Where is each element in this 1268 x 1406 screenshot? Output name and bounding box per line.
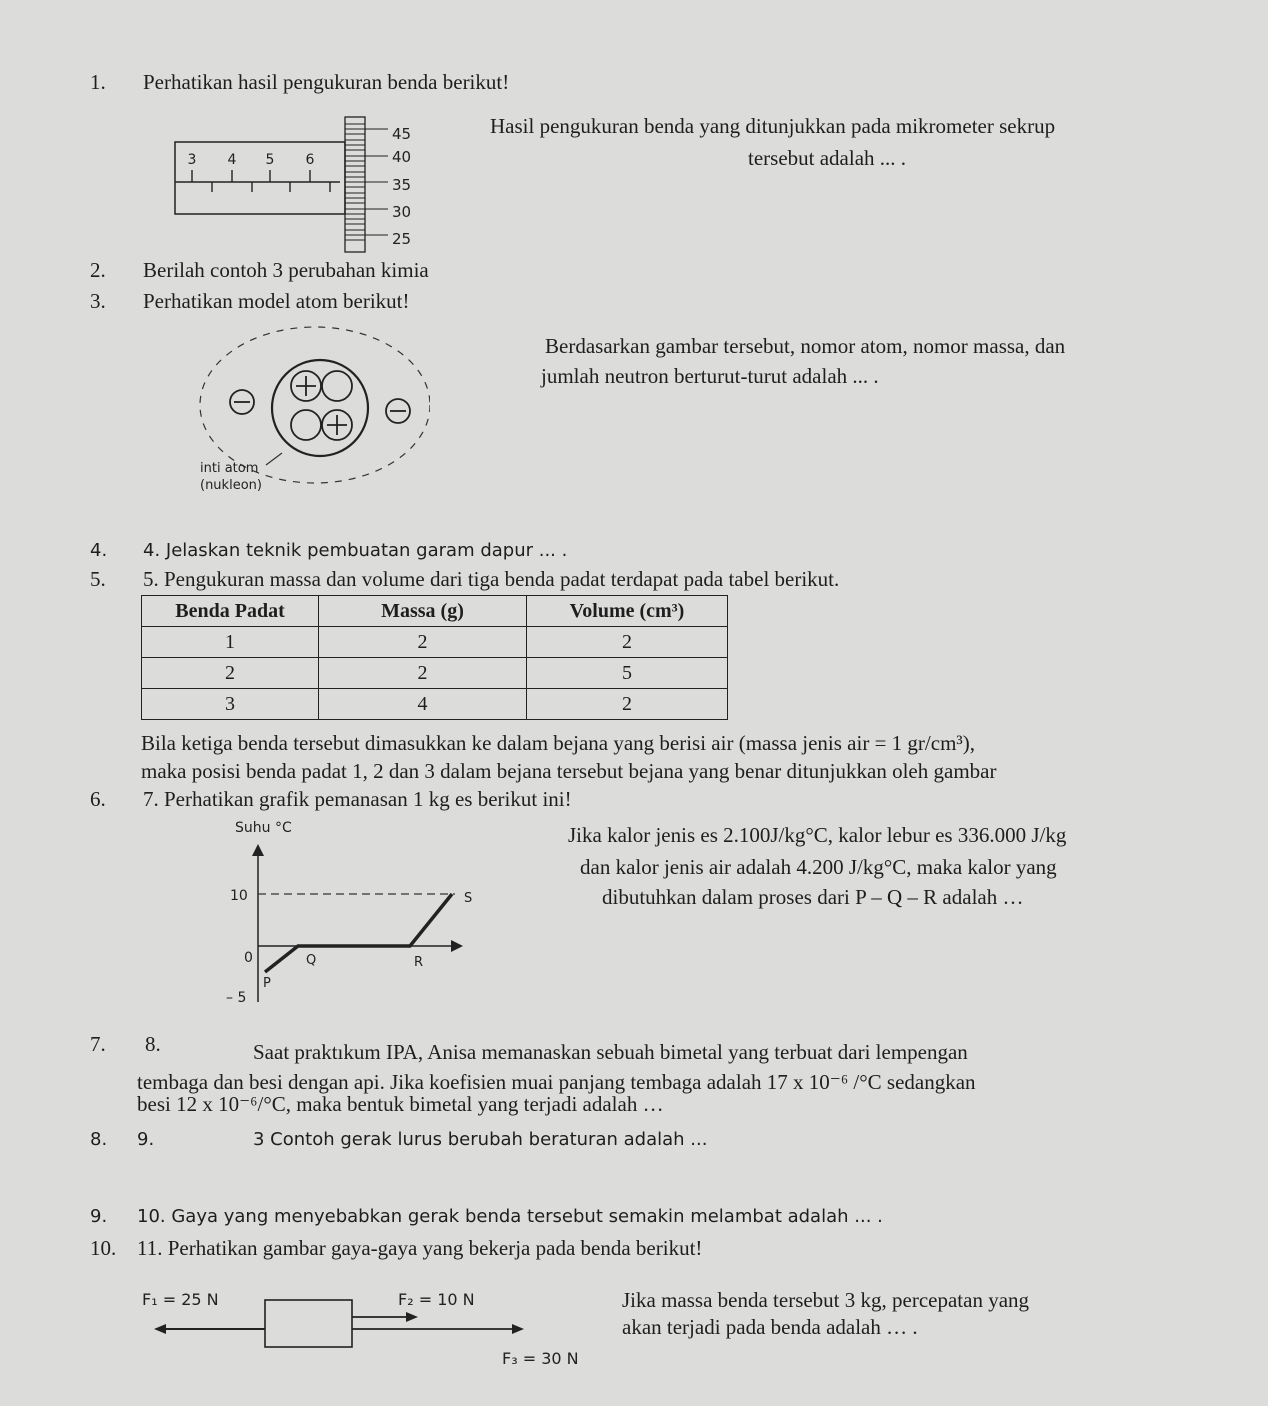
graph-ylabel: Suhu °C: [235, 820, 292, 836]
q4-number: 4.: [90, 540, 108, 561]
table-cell: 4: [319, 689, 527, 720]
q2-text: Berilah contoh 3 perubahan kimia: [143, 258, 429, 282]
q7-number: 7.: [90, 1032, 106, 1056]
electron-icon: [230, 390, 254, 414]
q6-title: 7. Perhatikan grafik pemanasan 1 kg es berikut ini!: [143, 787, 572, 811]
q9-text: 10. Gaya yang menyebabkan gerak benda tersebut semakin melambat adalah ... .: [137, 1206, 883, 1227]
sleeve-number-6: 6: [305, 152, 315, 168]
thimble-number-35: 35: [392, 176, 412, 194]
y-tick-10: 10: [230, 888, 248, 904]
table-cell: 2: [527, 689, 728, 720]
q3-text-line1: Berdasarkan gambar tersebut, nomor atom, nomor massa, dan: [545, 334, 1066, 358]
q5-number: 5.: [90, 567, 106, 591]
y-tick-0: 0: [244, 950, 253, 966]
q10-text-line1: Jika massa benda tersebut 3 kg, percepatan yang: [622, 1288, 1030, 1312]
q3-number: 3.: [90, 289, 106, 313]
q10-number: 10.: [90, 1236, 117, 1260]
block-object: [265, 1300, 352, 1347]
q5-text-line1: Bila ketiga benda tersebut dimasukkan ke dalam bejana yang berisi air (massa jenis air = 1 gr/cm³),: [141, 731, 975, 755]
q1-text-line1: Hasil pengukuran benda yang ditunjukkan pada mikrometer sekrup: [490, 114, 1056, 138]
table-header: Benda Padat: [142, 596, 319, 627]
q3-title: Perhatikan model atom berikut!: [143, 289, 410, 313]
q7-text-line3: besi 12 x 10⁻⁶/°C, maka bentuk bimetal yang terjadi adalah …: [137, 1092, 664, 1116]
q7-text-line2: tembaga dan besi dengan api. Jika koefisien muai panjang tembaga adalah 17 x 10⁻⁶ /°C sedangkan: [137, 1070, 976, 1094]
q6-text-line2: dan kalor jenis air adalah 4.200 J/kg°C, maka kalor yang: [580, 855, 1057, 879]
force-label-f2: F₂ = 10 N: [398, 1290, 475, 1309]
thimble-number-45: 45: [392, 125, 412, 143]
force-label-f3: F₃ = 30 N: [502, 1349, 579, 1368]
point-label-s: S: [464, 891, 473, 906]
force-diagram: [140, 1280, 600, 1375]
q1-title: Perhatikan hasil pengukuran benda berikut!: [143, 70, 510, 94]
q1-number: 1.: [90, 70, 106, 94]
neutron-icon: [322, 371, 352, 401]
proton-icon: [322, 410, 352, 440]
point-label-p: P: [263, 976, 271, 991]
q9-number: 9.: [90, 1206, 108, 1227]
q10-title: 11. Perhatikan gambar gaya-gaya yang bekerja pada benda berikut!: [137, 1236, 703, 1260]
nucleus-label-line2: (nukleon): [200, 478, 262, 493]
q2-number: 2.: [90, 258, 106, 282]
q5-title: 5. Pengukuran massa dan volume dari tiga benda padat terdapat pada tabel berikut.: [143, 567, 840, 591]
table-header: Massa (g): [319, 596, 527, 627]
point-label-r: R: [414, 955, 424, 970]
table-cell: 2: [527, 627, 728, 658]
heating-curve: [265, 894, 452, 972]
neutron-icon: [291, 410, 321, 440]
thimble-number-25: 25: [392, 230, 412, 248]
nucleus-boundary: [272, 360, 368, 456]
micrometer-sleeve: [175, 142, 345, 214]
density-table: [141, 595, 728, 720]
thimble-number-40: 40: [392, 148, 412, 166]
table-header: Volume (cm³): [527, 596, 728, 627]
thimble-number-30: 30: [392, 203, 412, 221]
q8-text: 3 Contoh gerak lurus berubah beraturan adalah ...: [253, 1129, 708, 1150]
sleeve-number-3: 3: [187, 152, 197, 168]
table-cell: 3: [142, 689, 319, 720]
q10-text-line2: akan terjadi pada benda adalah … .: [622, 1315, 918, 1339]
table-cell: 2: [319, 627, 527, 658]
table-cell: 1: [142, 627, 319, 658]
electron-orbit: [200, 327, 430, 483]
q3-text-line2: jumlah neutron berturut-turut adalah ... .: [541, 364, 879, 388]
q5-text-line2: maka posisi benda padat 1, 2 dan 3 dalam bejana tersebut bejana yang benar ditunjukkan oleh gambar: [141, 759, 997, 783]
table-header-row: [142, 596, 728, 627]
proton-icon: [291, 371, 321, 401]
q8-sub-number: 9.: [137, 1129, 155, 1150]
table-row: [142, 627, 728, 658]
sleeve-number-5: 5: [265, 152, 275, 168]
q4-text: 4. Jelaskan teknik pembuatan garam dapur ... .: [143, 540, 568, 561]
q6-text-line3: dibutuhkan dalam proses dari P – Q – R adalah …: [602, 885, 1024, 909]
q1-text-line2: tersebut adalah ... .: [748, 146, 907, 170]
table-cell: 2: [319, 658, 527, 689]
table-row: [142, 658, 728, 689]
point-label-q: Q: [306, 953, 317, 968]
heating-graph: [220, 812, 480, 1017]
q7-text-line1: Saat praktıkum IPA, Anisa memanaskan sebuah bimetal yang terbuat dari lempengan: [253, 1040, 968, 1064]
q6-number: 6.: [90, 787, 106, 811]
q6-text-line1: Jika kalor jenis es 2.100J/kg°C, kalor lebur es 336.000 J/kg: [568, 823, 1067, 847]
micrometer-thimble: [345, 117, 365, 252]
q7-sub-number: 8.: [145, 1032, 161, 1056]
nucleus-label-line1: inti atom: [200, 461, 259, 476]
q8-number: 8.: [90, 1129, 108, 1150]
table-cell: 2: [142, 658, 319, 689]
sleeve-number-4: 4: [227, 152, 237, 168]
electron-icon: [386, 399, 410, 423]
y-tick-minus5: – 5: [226, 990, 247, 1006]
table-cell: 5: [527, 658, 728, 689]
table-row: [142, 689, 728, 720]
atom-model-diagram: [190, 325, 430, 500]
force-label-f1: F₁ = 25 N: [142, 1290, 219, 1309]
micrometer-diagram: [170, 112, 450, 257]
